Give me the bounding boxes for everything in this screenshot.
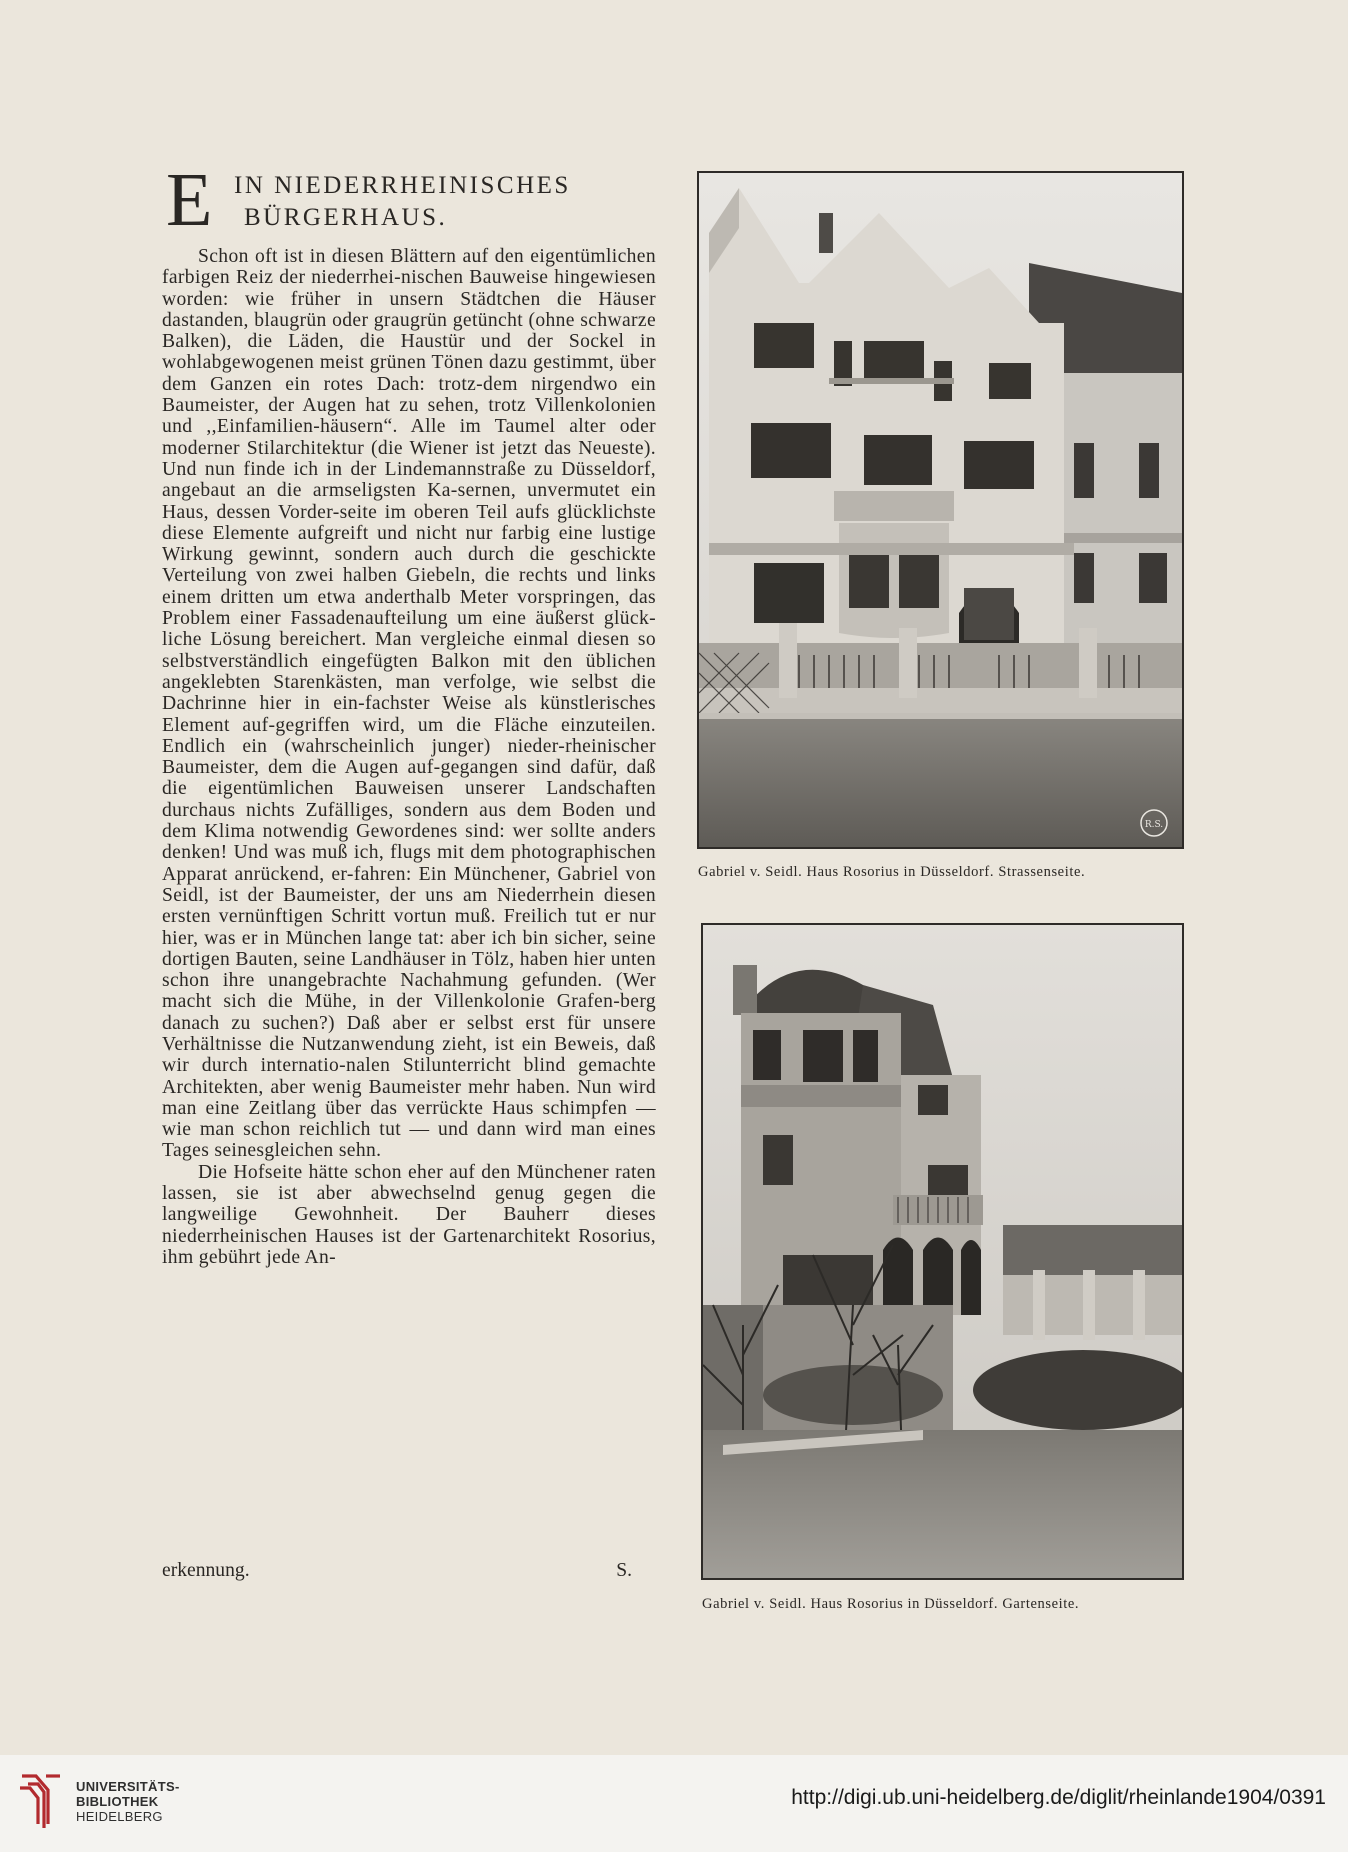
street-facade-illustration: [699, 173, 1182, 847]
caption-garden-side: Gabriel v. Seidl. Haus Rosorius in Düsseldorf. Gartenseite.: [702, 1596, 1080, 1612]
garden-side-illustration: [703, 925, 1182, 1578]
paragraph-2: Die Hofseite hätte schon eher auf den Münchener raten lassen, sie ist aber abwechselnd genug gegen die langweilige Gewohnheit. Der Bauherr dieses niederrheinischen Hauses ist der Gartenarchitekt Rosorius, ihm gebührt jede An-: [162, 1161, 656, 1268]
library-logo-icon: [16, 1768, 64, 1832]
library-name-line-3: HEIDELBERG: [76, 1809, 163, 1824]
library-name-line-1: UNIVERSITÄTS-: [76, 1779, 180, 1794]
article-title: [166, 158, 686, 242]
title-line-1: IN NIEDERRHEINISCHES: [234, 172, 571, 199]
signature: S.: [616, 1560, 632, 1581]
title-line-2: BÜRGERHAUS.: [244, 204, 448, 231]
title-dropcap: E: [166, 158, 213, 242]
source-url-link[interactable]: http://digi.ub.uni-heidelberg.de/diglit/rheinlande1904/0391: [791, 1786, 1326, 1809]
photo-street-facade: [697, 171, 1184, 849]
photo-monogram: R.S.: [1144, 820, 1164, 830]
article-body: [162, 246, 656, 1268]
photo-garden-side: [701, 923, 1184, 1580]
library-name: [76, 1779, 180, 1824]
last-line: erkennung.: [162, 1560, 250, 1581]
library-name-line-2: BIBLIOTHEK: [76, 1794, 159, 1809]
signoff: [162, 1560, 632, 1582]
paragraph-1: Schon oft ist in diesen Blättern auf den eigentümlichen farbigen Reiz der niederrhei-nischen Bauweise hingewiesen worden: wie früher in unsern Städtchen die Häuser dastanden, blaugrün oder graugrün getüncht (ohne schwarze Balken), die Läden, die Haustür und der Sockel in wohlabgewogenen meist grünen Tönen dazu gestimmt, über dem Ganzen ein rotes Dach: trotz-dem nirgendwo ein Baumeister, der Augen hat zu sehen, trotz Villenkolonien und ,,Einfamilien-häusern“. Alle im Taumel alter oder moderner Stilarchitektur (die Wiener ist jetzt das Neueste). Und nun finde ich in der Lindemannstraße zu Düsseldorf, angebaut an die armseligsten Ka-sernen, unvermutet ein Haus, dessen Vorder-seite im oberen Teil aufs glücklichste diese Elemente aufgreift und nicht nur farbig eine lustige Wirkung gewinnt, sondern auch durch die geschickte Verteilung von zwei halben Giebeln, die rechts und links einem dritten um etwa anderthalb Meter vorspringen, das Problem einer Fassadenaufteilung um eine äußerst glück-liche Lösung bereichert. Man vergleiche einmal diesen so selbstverständlich eingefügten Balkon mit den üblichen angeklebten Starenkästen, man verfolge, wie selbst die Dachrinne hier in ein-fachster Weise als künstlerisches Element auf-gegriffen wird, um die Fläche einzuteilen. Endlich ein (wahrscheinlich junger) nieder-rheinischer Baumeister, dem die Augen auf-gegangen sind dafür, daß die eigentümlichen Bauweisen unserer Landschaften durchaus nichts Zufälliges, sondern aus dem Boden und dem Klima notwendig Gewordenes sind: wer sollte anders denken! Und was muß ich, flugs mit dem photographischen Apparat anrückend, er-fahren: Ein Münchener, Gabriel von Seidl, ist der Baumeister, der uns am Niederrhein diesen ersten vernünftigen Schritt vortun muß. Freilich tut er nur hier, was er in München lange tat: aber ich bin sicher, seine dortigen Bauten, seine Landhäuser in Tölz, haben hier unten schon ihre unangebrachte Nachahmung gefunden. (Wer macht sich die Mühe, in der Villenkolonie Grafen-berg danach zu suchen?) Daß aber er selbst erst für unsere Verhältnisse die Nutzanwendung zieht, ist ein Beweis, daß wir durch internatio-nalen Stilunterricht blind gemachte Architekten, aber wenig Baumeister mehr haben. Nun wird man eine Zeitlang über das verrückte Haus schimpfen — wie man schon reichlich tut — und dann wird man eines Tages seinesgleichen sehn.: [162, 246, 656, 1162]
caption-street-facade: Gabriel v. Seidl. Haus Rosorius in Düsseldorf. Strassenseite.: [698, 864, 1086, 880]
